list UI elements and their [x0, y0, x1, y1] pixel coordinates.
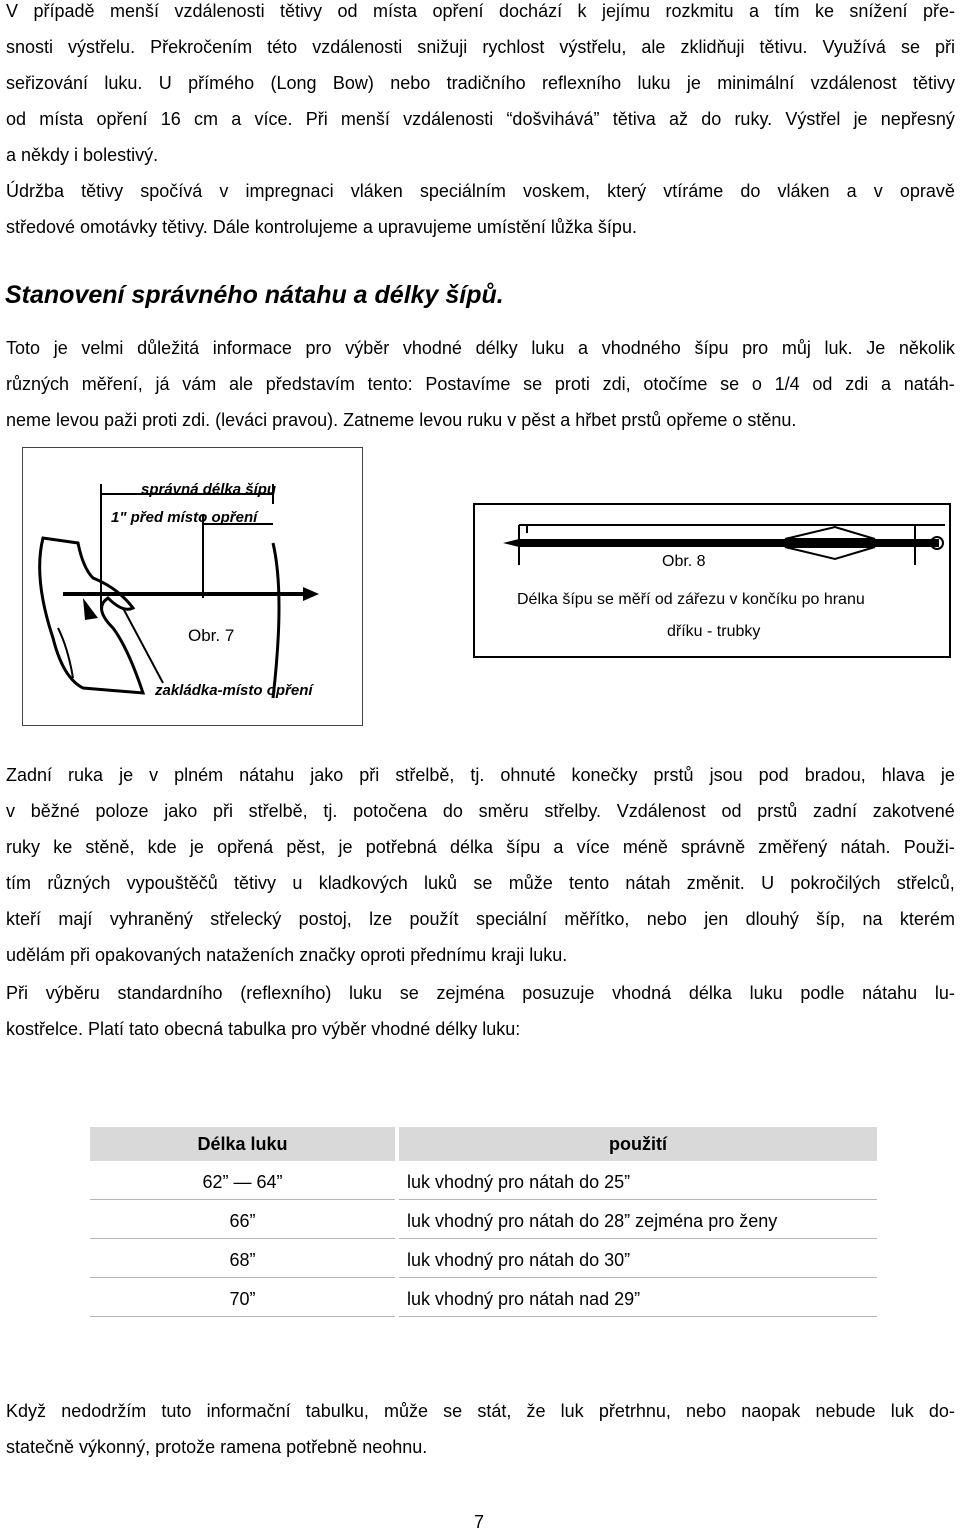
word: luk [890, 1401, 914, 1421]
word: rozkmitu [665, 1, 734, 21]
word: velmi [81, 338, 124, 358]
word: od [337, 1, 358, 21]
word: místa [39, 109, 84, 129]
word: Když [6, 1401, 47, 1421]
word: snosti [6, 37, 54, 57]
word: výběr [345, 338, 390, 358]
word: Překročením [150, 37, 253, 57]
table-header-cell: použití [399, 1127, 877, 1161]
bow-length-table [86, 1123, 881, 1321]
word: důležitá [137, 338, 200, 358]
word: ruka [68, 765, 104, 785]
word: výstřelu. [68, 37, 136, 57]
word: postoj, [298, 909, 352, 929]
word: více. [254, 109, 293, 129]
word: mají [58, 909, 93, 929]
word: tím [6, 873, 31, 893]
figure-7-caption: Obr. 7 [188, 626, 235, 645]
word: přetrhnu, [598, 1401, 671, 1421]
word: cm [194, 109, 218, 129]
word: tětiva [612, 109, 656, 129]
word: různých [47, 873, 111, 893]
word: tětivy [912, 73, 955, 93]
table-header-row [90, 1127, 877, 1161]
figure-8 [473, 503, 951, 658]
word: šíp, [816, 909, 846, 929]
word: do- [928, 1401, 955, 1421]
word: pod [758, 765, 789, 785]
text-line [6, 872, 955, 894]
word: luku [531, 338, 565, 358]
word: 16 [160, 109, 181, 129]
word: šípu [506, 837, 541, 857]
word: kde [147, 837, 177, 857]
label-one-inch: 1" před místo opření [111, 509, 258, 526]
word: dlouhý [745, 909, 799, 929]
word: je [686, 73, 701, 93]
word: může [383, 1401, 428, 1421]
word: nátah [625, 873, 671, 893]
table-cell: 68” [90, 1243, 395, 1278]
text-line [6, 836, 955, 858]
text-line: středové omotávky tětivy. Dále kontrolujeme a upravujeme umístění lůžka šípu. [6, 217, 637, 237]
label-nock-point: zakládka-místo opření [155, 682, 313, 699]
label-correct-arrow-length: správná délka šípu [141, 481, 277, 498]
word: hlava [881, 765, 925, 785]
word: je [189, 837, 204, 857]
word: správně [681, 837, 746, 857]
word: nedodržím [61, 1401, 147, 1421]
word: představím [265, 374, 355, 394]
word: Je [866, 338, 886, 358]
word: Výstřel [785, 109, 841, 129]
word: Postavíme [425, 374, 511, 394]
table-row [90, 1165, 877, 1200]
word: já [155, 374, 170, 394]
word: jejímu [602, 1, 651, 21]
word: v [219, 181, 229, 201]
word: plném [174, 765, 224, 785]
word: v [873, 181, 883, 201]
word: vláken [350, 181, 403, 201]
word: měřítko, [564, 909, 630, 929]
word: v [149, 765, 159, 785]
word: (Long [270, 73, 317, 93]
word: vhodného [601, 338, 681, 358]
word: ruky [6, 837, 41, 857]
word: Při [305, 109, 328, 129]
word: v [6, 801, 15, 821]
word: se [399, 983, 419, 1003]
word: impregnaci [245, 181, 334, 201]
word: bradou, [804, 765, 866, 785]
word: otočíme [643, 374, 708, 394]
word: při [934, 37, 955, 57]
word: zklidňuji [680, 37, 745, 57]
word: od [6, 109, 27, 129]
word: střelbě, [248, 801, 308, 821]
word: zdi, [602, 374, 631, 394]
word: střelby. [544, 801, 602, 821]
text-line [6, 1400, 955, 1422]
word: lze [369, 909, 393, 929]
word: minimální [717, 73, 795, 93]
table-cell: 70” [90, 1282, 395, 1317]
word: tětivy [234, 873, 277, 893]
word: vláken [777, 181, 830, 201]
word: opravě [899, 181, 955, 201]
word: luk. [824, 338, 853, 358]
word: zejména [436, 983, 505, 1003]
text-line: neme levou paži proti zdi. (leváci pravou). Zatneme levou ruku v pěst a hřbet prstů opřeme o stěnu. [6, 410, 797, 430]
word: několik [898, 338, 955, 358]
word: dochází [499, 1, 563, 21]
word: tětivy [81, 181, 124, 201]
word: ale [229, 374, 254, 394]
word: do [701, 109, 722, 129]
figure-8-description: Délka šípu se měří od zářezu v končíku po hranu [517, 591, 865, 608]
word: nebo [686, 1401, 727, 1421]
word: délky [475, 338, 518, 358]
word: tětivu. [759, 37, 808, 57]
word: U [158, 73, 172, 93]
word: a [231, 109, 242, 129]
word: přímého [188, 73, 255, 93]
word: opření [432, 1, 484, 21]
word: tento [569, 873, 610, 893]
word: na [862, 909, 883, 929]
text-line [6, 800, 955, 822]
word: nátahu [239, 765, 295, 785]
word: proti [554, 374, 590, 394]
word: U [761, 873, 775, 893]
text-line [6, 36, 955, 58]
table-row [90, 1243, 877, 1278]
word: je [53, 338, 68, 358]
word: vzdálenosti [312, 37, 403, 57]
word: délka [688, 983, 732, 1003]
text-line [6, 908, 955, 930]
word: tuto [161, 1401, 192, 1421]
word: případě [33, 1, 95, 21]
word: že [526, 1401, 546, 1421]
word: tj. [470, 765, 485, 785]
word: použít [409, 909, 459, 929]
word: kladkových [318, 873, 408, 893]
word: potřebná [365, 837, 437, 857]
word: informační [206, 1401, 291, 1421]
word: stěně, [85, 837, 135, 857]
word: se [900, 37, 920, 57]
word: Údržba [6, 181, 65, 201]
word: měření, [81, 374, 143, 394]
word: speciální [475, 909, 547, 929]
word: potočena [353, 801, 428, 821]
word: vhodná [612, 983, 672, 1003]
word: vypouštěčů [126, 873, 218, 893]
figure-7 [22, 447, 363, 726]
table-cell: 62” — 64” [90, 1165, 395, 1200]
word: lu- [934, 983, 955, 1003]
word: pěst, [286, 837, 326, 857]
word: k [577, 1, 587, 21]
word: a [880, 374, 891, 394]
word: nátah. [840, 837, 891, 857]
figure-8-description: dříku - trubky [667, 623, 761, 640]
text-line [6, 764, 955, 786]
word: vtíráme [663, 181, 724, 201]
word: tento: [367, 374, 413, 394]
table-cell: luk vhodný pro nátah do 25” [399, 1165, 877, 1200]
word: seřizování [6, 73, 89, 93]
word: informace [212, 338, 292, 358]
word: “došvihává” [506, 109, 600, 129]
text-line [6, 0, 955, 22]
word: do [740, 181, 761, 201]
word: prstů [653, 765, 694, 785]
table-cell: luk vhodný pro nátah do 28” zejména pro ženy [399, 1204, 877, 1239]
table-row [90, 1282, 877, 1317]
word: délka [449, 837, 494, 857]
word: různých [6, 374, 70, 394]
figure-8-caption: Obr. 8 [662, 553, 706, 570]
word: změnit. [686, 873, 745, 893]
word: luků [424, 873, 458, 893]
word: vzdálenost [810, 73, 897, 93]
table-cell: 66” [90, 1204, 395, 1239]
word: zdi [845, 374, 869, 394]
word: ke [814, 1, 834, 21]
word: Využívá [822, 37, 886, 57]
word: zakotvené [872, 801, 955, 821]
word: nepřesný [880, 109, 955, 129]
text-line [6, 72, 955, 94]
word: je [940, 765, 955, 785]
word: u [292, 873, 303, 893]
word: změřený [758, 837, 828, 857]
word: menší [110, 1, 160, 21]
word: vzdálenosti [403, 109, 494, 129]
word: při [212, 801, 233, 821]
word: se [720, 374, 740, 394]
word: běžné [30, 801, 80, 821]
word: tím [774, 1, 800, 21]
word: ruky. [734, 109, 773, 129]
word: můj [781, 338, 811, 358]
word: tabulku, [305, 1401, 369, 1421]
word: tradičního [446, 73, 526, 93]
word: konečky [571, 765, 638, 785]
word: Vzdálenost [616, 801, 706, 821]
word: vám [182, 374, 217, 394]
word: vyhraněný [109, 909, 193, 929]
word: naopak [741, 1401, 801, 1421]
word: pro [742, 338, 769, 358]
word: rychlost [482, 37, 545, 57]
word: je [119, 765, 134, 785]
word: Při [6, 983, 28, 1003]
word: vzdálenosti [174, 1, 265, 21]
word: nebude [815, 1401, 876, 1421]
word: se [473, 873, 493, 893]
word: spočívá [140, 181, 203, 201]
word: a [846, 181, 857, 201]
word: a [553, 837, 564, 857]
word: 1/4 [774, 374, 800, 394]
word: který [607, 181, 647, 201]
word: poloze [95, 801, 149, 821]
word: od [812, 374, 833, 394]
section-heading: Stanovení správného nátahu a délky šípů. [5, 281, 504, 309]
word: střelecký [210, 909, 282, 929]
word: střelbě, [395, 765, 455, 785]
word: Použi- [903, 837, 955, 857]
word: jako [164, 801, 198, 821]
word: pokročilých [790, 873, 881, 893]
word: je [338, 837, 353, 857]
word: kteří [6, 909, 42, 929]
text-line: udělám při opakovaných nataženích značky oproti přednímu kraji luku. [6, 945, 568, 965]
text-line [6, 373, 955, 395]
table-cell: luk vhodný pro nátah do 30” [399, 1243, 877, 1278]
word: vhodné [402, 338, 462, 358]
word: pře- [922, 1, 955, 21]
word: ohnuté [500, 765, 556, 785]
word: výběru [45, 983, 100, 1003]
word: Toto [6, 338, 41, 358]
word: výstřelu, [559, 37, 627, 57]
word: podle [800, 983, 845, 1003]
word: pro [305, 338, 332, 358]
word: až [668, 109, 688, 129]
word: ale [641, 37, 666, 57]
word: nebo [390, 73, 431, 93]
word: zadní [812, 801, 858, 821]
word: může [508, 873, 553, 893]
word: posuzuje [522, 983, 595, 1003]
text-line [6, 180, 955, 202]
word: opření [96, 109, 148, 129]
word: se [523, 374, 543, 394]
word: se [443, 1401, 463, 1421]
word: při [359, 765, 380, 785]
word: V [6, 1, 19, 21]
text-line [6, 982, 955, 1004]
word: a [578, 338, 589, 358]
word: speciálním [419, 181, 506, 201]
word: místa [373, 1, 418, 21]
word: od [721, 801, 742, 821]
word: ke [53, 837, 73, 857]
word: luku. [104, 73, 143, 93]
word: reflexního [542, 73, 622, 93]
word: natáh- [903, 374, 955, 394]
word: nátahu [862, 983, 918, 1003]
word: více [576, 837, 610, 857]
word: snižuji [417, 37, 468, 57]
word: luku [749, 983, 783, 1003]
word: této [267, 37, 298, 57]
text-line: statečně výkonný, protože ramena potřebně neohnu. [6, 1437, 428, 1457]
table-cell: luk vhodný pro nátah nad 29” [399, 1282, 877, 1317]
word: luku [349, 983, 383, 1003]
word: střelců, [896, 873, 955, 893]
word: luk [560, 1401, 584, 1421]
word: snížení [849, 1, 908, 21]
text-line [6, 337, 955, 359]
word: a [748, 1, 759, 21]
word: stát, [477, 1401, 512, 1421]
word: prstů [757, 801, 798, 821]
word: voskem, [522, 181, 591, 201]
text-line: kostřelce. Platí tato obecná tabulka pro výběr vhodné délky luku: [6, 1019, 521, 1039]
word: opřená [217, 837, 274, 857]
text-line: a někdy i bolestivý. [6, 145, 159, 165]
word: jako [310, 765, 344, 785]
word: do [442, 801, 463, 821]
word: méně [622, 837, 668, 857]
word: je [853, 109, 868, 129]
word: menší [340, 109, 390, 129]
word: kterém [899, 909, 955, 929]
word: tj. [323, 801, 338, 821]
word: tětivy [280, 1, 323, 21]
word: luku [637, 73, 671, 93]
page-number: 7 [474, 1512, 485, 1532]
word: o [751, 374, 762, 394]
table-row [90, 1204, 877, 1239]
word: jen [704, 909, 729, 929]
word: (reflexního) [240, 983, 332, 1003]
word: standardního [117, 983, 223, 1003]
word: jsou [709, 765, 743, 785]
word: směru [478, 801, 529, 821]
text-line [6, 108, 955, 130]
word: nebo [646, 909, 687, 929]
table-header-cell: Délka luku [90, 1127, 395, 1161]
word: Bow) [332, 73, 374, 93]
word: šípu [694, 338, 729, 358]
word: Zadní [6, 765, 53, 785]
